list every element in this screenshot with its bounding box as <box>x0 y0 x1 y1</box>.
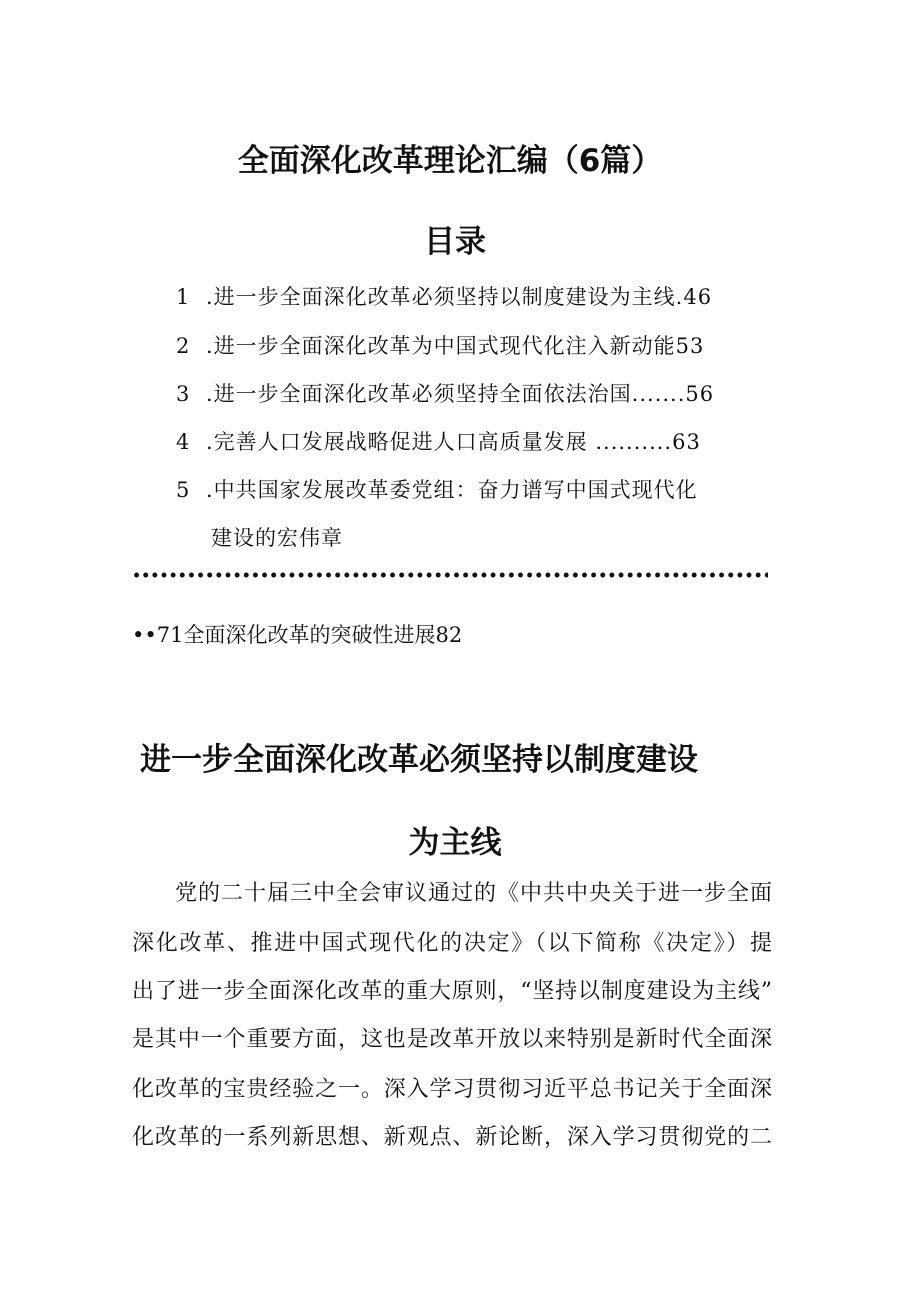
toc-item-2[interactable] <box>176 330 704 362</box>
article-title-line-2: 为主线 <box>408 825 502 861</box>
toc-item-text: .进一步全面深化改革必须坚持全面依法治国.......56 <box>206 382 715 406</box>
article-title-line-1: 进一步全面深化改革必须坚持以制度建设 <box>140 742 698 778</box>
toc-item-text: .进一步全面深化改革必须坚持以制度建设为主线.46 <box>206 285 713 309</box>
toc-item-text: .完善人口发展战略促进人口高质量发展 ..........63 <box>206 430 701 454</box>
dotted-leader-rule <box>132 571 768 579</box>
toc-heading: 目录 <box>424 224 486 260</box>
toc-item-3[interactable] <box>176 378 714 410</box>
toc-item-5[interactable] <box>176 474 698 506</box>
document-title: 全面深化改革理论汇编（6篇） <box>237 143 663 179</box>
toc-item-number: 2 <box>176 334 191 358</box>
paragraph-line: 出了进一步全面深化改革的重大原则，“坚持以制度建设为主线” <box>132 979 772 1004</box>
toc-item-4[interactable] <box>176 426 701 458</box>
toc-item-number: 3 <box>176 382 191 406</box>
paragraph-line: 化改革的宝贵经验之一。深入学习贯彻习近平总书记关于全面深 <box>132 1077 772 1102</box>
toc-extra-line[interactable]: ••71全面深化改革的突破性进展82 <box>132 623 463 647</box>
toc-item-number: 1 <box>176 285 191 309</box>
toc-item-text: .中共国家发展改革委党组：奋力谱写中国式现代化 <box>206 478 698 502</box>
toc-item-1[interactable] <box>176 281 712 313</box>
paragraph-line: 是其中一个重要方面，这也是改革开放以来特别是新时代全面深 <box>132 1027 772 1052</box>
toc-item-number: 5 <box>176 478 191 502</box>
toc-item-text: .进一步全面深化改革为中国式现代化注入新动能53 <box>206 334 705 358</box>
paragraph-line: 深化改革、推进中国式现代化的决定》（以下简称《决定》）提 <box>132 931 772 956</box>
toc-item-5-continuation[interactable]: 建设的宏伟章 <box>211 526 343 550</box>
toc-item-number: 4 <box>176 430 191 454</box>
paragraph-line: 化改革的一系列新思想、新观点、新论断，深入学习贯彻党的二 <box>132 1125 772 1150</box>
paragraph-line: 党的二十届三中全会审议通过的《中共中央关于进一步全面 <box>175 881 772 906</box>
